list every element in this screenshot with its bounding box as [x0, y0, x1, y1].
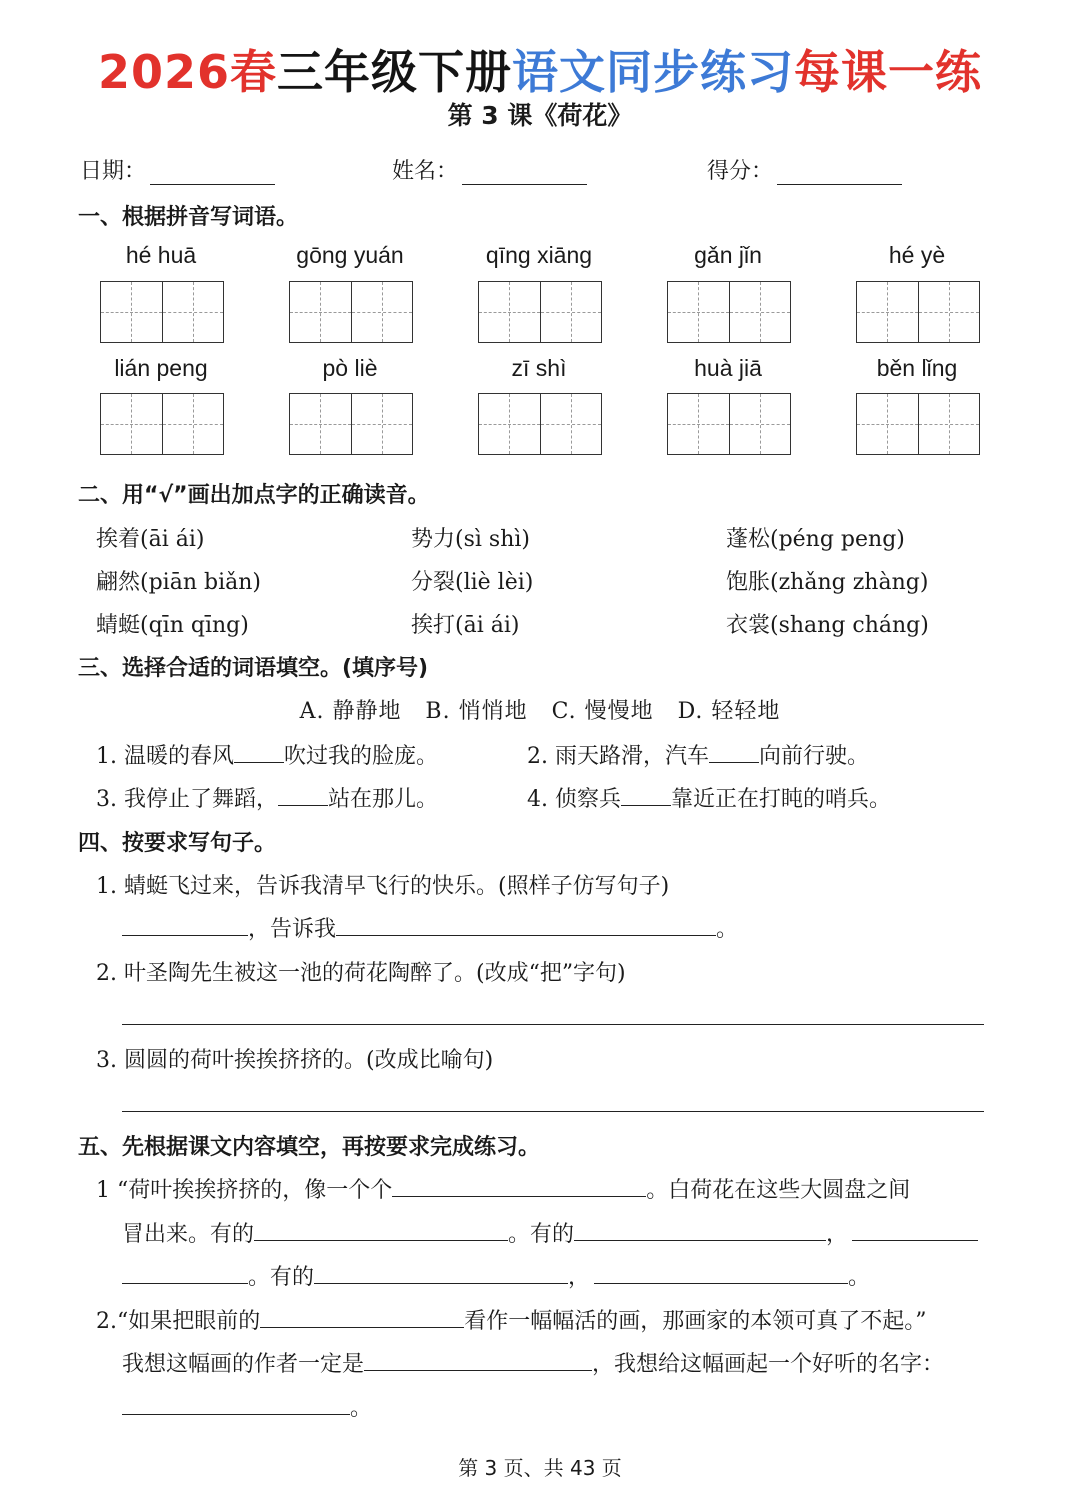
writing-grid[interactable]	[667, 393, 791, 455]
answer-blank[interactable]	[392, 1176, 646, 1197]
section2-heading: 二、用“√”画出加点字的正确读音。	[78, 483, 430, 508]
question-text: ，告诉我	[248, 917, 337, 942]
date-blank[interactable]	[150, 162, 275, 185]
sentence-question: 1. 蜻蜓飞过来，告诉我清早飞行的快乐。(照样子仿写句子)	[96, 874, 670, 899]
question-text: ，	[826, 1222, 849, 1247]
question-text: 我想这幅画的作者一定是	[122, 1352, 365, 1377]
answer-blank[interactable]	[574, 1220, 826, 1241]
answer-blank[interactable]	[254, 1220, 508, 1241]
question-text: ，	[568, 1265, 591, 1290]
answer-blank[interactable]	[122, 1263, 248, 1284]
title-series: 每课一练	[794, 45, 983, 99]
reading-item[interactable]: 饱胀(zhǎng zhàng)	[726, 570, 929, 595]
text-fill-line	[122, 1260, 870, 1291]
question-text: ，我想给这幅画起一个好听的名字：	[592, 1352, 945, 1377]
name-field[interactable]	[392, 154, 587, 185]
question-text: 3. 我停止了舞蹈，	[96, 787, 278, 812]
answer-blank[interactable]	[278, 785, 328, 806]
answer-blank[interactable]	[122, 915, 248, 936]
question-text: 4. 侦察兵	[527, 787, 621, 812]
text-fill-line	[122, 1217, 978, 1248]
answer-blank[interactable]	[852, 1220, 978, 1241]
question-text: 。有的	[248, 1265, 315, 1290]
question-text: 2.“如果把眼前的	[96, 1309, 261, 1334]
pinyin-label: běn lǐng	[876, 355, 958, 381]
answer-blank[interactable]	[336, 915, 716, 936]
question-text: 站在那儿。	[327, 787, 438, 812]
question-text: 看作一幅幅活的画，那画家的本领可真了不起。”	[464, 1309, 927, 1334]
writing-grid[interactable]	[100, 393, 224, 455]
answer-line[interactable]	[122, 1024, 984, 1025]
section1-heading: 一、根据拼音写词语。	[78, 205, 299, 230]
writing-grid[interactable]	[856, 393, 980, 455]
word-options: A. 静静地 B. 悄悄地 C. 慢慢地 D. 轻轻地	[299, 699, 781, 724]
writing-grid[interactable]	[289, 393, 413, 455]
answer-blank[interactable]	[314, 1263, 568, 1284]
pinyin-label: gōng yuán	[296, 242, 404, 268]
page-number: 第 3 页、共 43 页	[458, 1456, 622, 1480]
reading-item[interactable]: 势力(sì shì)	[411, 527, 530, 552]
answer-blank[interactable]	[122, 1394, 350, 1415]
writing-grid[interactable]	[478, 281, 602, 343]
section5-heading: 五、先根据课文内容填空，再按要求完成练习。	[78, 1135, 541, 1160]
fill-question	[96, 739, 438, 770]
pinyin-label: huà jiā	[694, 355, 762, 381]
name-label: 姓名：	[392, 159, 459, 184]
question-text: 1 “荷叶挨挨挤挤的，像一个个	[96, 1178, 393, 1203]
pinyin-label: pò liè	[322, 355, 378, 381]
pinyin-label: qīng xiāng	[485, 242, 593, 268]
reading-item[interactable]: 挨打(āi ái)	[411, 613, 520, 638]
title-grade: 三年级下册	[277, 45, 513, 99]
answer-line[interactable]	[122, 1111, 984, 1112]
score-blank[interactable]	[777, 162, 902, 185]
date-field[interactable]	[80, 154, 275, 185]
question-text: 向前行驶。	[758, 744, 869, 769]
lesson-subtitle: 第 3 课《荷花》	[447, 101, 633, 130]
writing-grid[interactable]	[667, 281, 791, 343]
reading-item[interactable]: 分裂(liè lèi)	[411, 570, 534, 595]
imitation-line	[122, 912, 738, 943]
question-text: 。	[350, 1396, 373, 1421]
reading-item[interactable]: 翩然(piān biǎn)	[96, 570, 261, 595]
title-subject: 语文同步练习	[512, 45, 795, 99]
question-text: 1. 温暖的春风	[96, 744, 234, 769]
reading-item[interactable]: 蓬松(péng peng)	[726, 527, 905, 552]
question-text: 。有的	[508, 1222, 575, 1247]
score-label: 得分：	[707, 159, 774, 184]
answer-blank[interactable]	[364, 1350, 592, 1371]
answer-blank[interactable]	[709, 742, 759, 763]
question-text: 。白荷花在这些大圆盘之间	[646, 1178, 911, 1203]
answer-blank[interactable]	[260, 1307, 464, 1328]
fill-question	[527, 739, 869, 770]
writing-grid[interactable]	[289, 281, 413, 343]
question-text: 吹过我的脸庞。	[283, 744, 438, 769]
writing-grid[interactable]	[478, 393, 602, 455]
text-fill-line	[122, 1391, 372, 1422]
writing-grid[interactable]	[856, 281, 980, 343]
text-fill-line	[122, 1347, 944, 1378]
pinyin-label: lián peng	[114, 355, 208, 381]
answer-blank[interactable]	[594, 1263, 848, 1284]
pinyin-label: zī shì	[511, 355, 567, 381]
pinyin-label: gǎn jǐn	[694, 242, 762, 268]
question-text: 2. 雨天路滑，汽车	[527, 744, 709, 769]
sentence-question: 3. 圆圆的荷叶挨挨挤挤的。(改成比喻句)	[96, 1048, 494, 1073]
question-text: 冒出来。有的	[122, 1222, 255, 1247]
section3-heading: 三、选择合适的词语填空。(填序号)	[78, 656, 429, 681]
title-year: 2026春	[97, 45, 278, 99]
text-fill-line	[96, 1173, 910, 1204]
sentence-question: 2. 叶圣陶先生被这一池的荷花陶醉了。(改成“把”字句)	[96, 961, 626, 986]
question-text: 靠近正在打盹的哨兵。	[670, 787, 891, 812]
fill-question	[96, 782, 438, 813]
reading-item[interactable]: 蜻蜓(qīn qīng)	[96, 613, 249, 638]
pinyin-label: hé yè	[888, 242, 946, 268]
name-blank[interactable]	[462, 162, 587, 185]
question-text: 。	[848, 1265, 871, 1290]
answer-blank[interactable]	[234, 742, 284, 763]
writing-grid[interactable]	[100, 281, 224, 343]
text-fill-line	[96, 1304, 927, 1335]
score-field[interactable]	[707, 154, 902, 185]
date-label: 日期：	[80, 159, 147, 184]
reading-item[interactable]: 衣裳(shang cháng)	[726, 613, 929, 638]
pinyin-label: hé huā	[125, 242, 197, 268]
fill-question	[527, 782, 891, 813]
section4-heading: 四、按要求写句子。	[78, 831, 277, 856]
question-text: 。	[716, 917, 739, 942]
reading-item[interactable]: 挨着(āi ái)	[96, 527, 205, 552]
worksheet-title	[0, 36, 1080, 102]
answer-blank[interactable]	[621, 785, 671, 806]
